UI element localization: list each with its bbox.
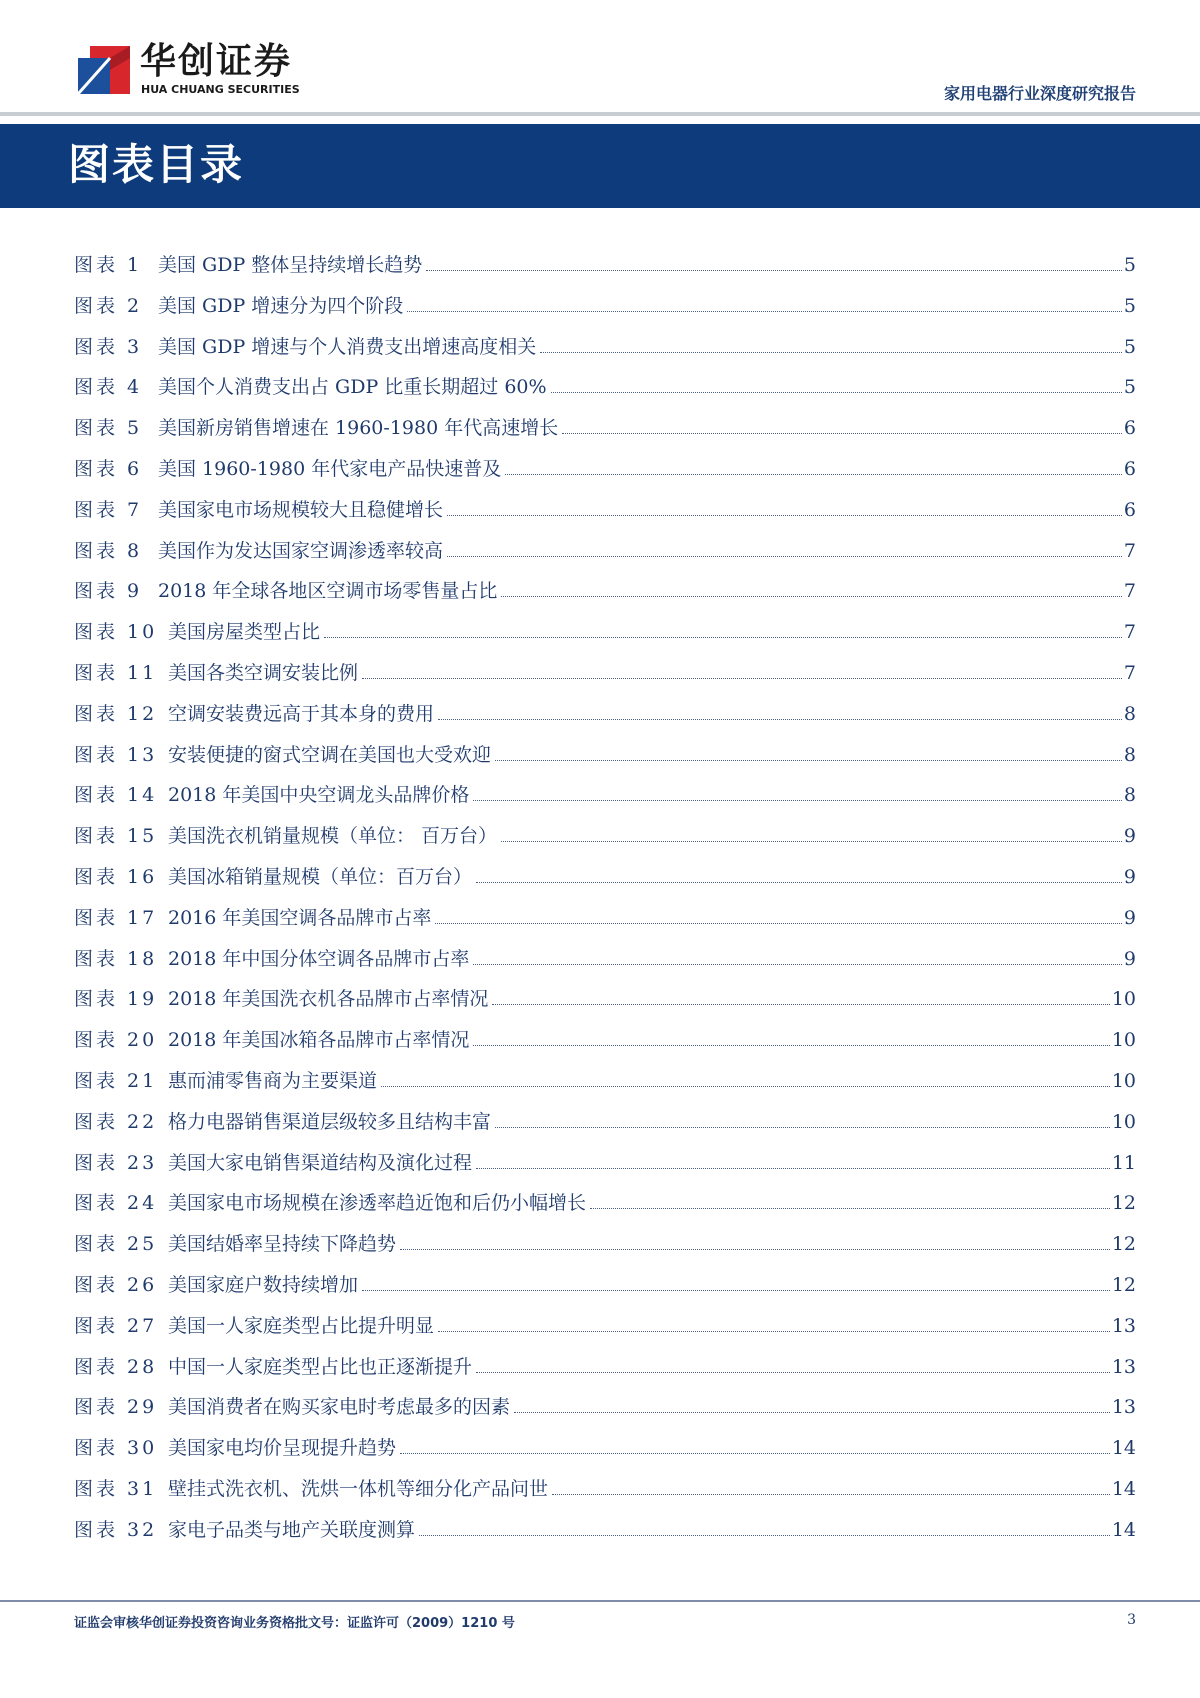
toc-entry-title: 美国 GDP 增速与个人消费支出增速高度相关 xyxy=(158,335,537,358)
header-divider xyxy=(0,112,1200,116)
toc-entry-label: 图表 16 xyxy=(74,865,158,888)
toc-entry-label: 图表 25 xyxy=(74,1233,158,1256)
toc-entry-label: 图表 21 xyxy=(74,1069,158,1092)
toc-entry-title: 美国新房销售增速在 1960-1980 年代高速增长 xyxy=(158,417,559,440)
toc-entry-title: 美国 1960-1980 年代家电产品快速普及 xyxy=(158,457,502,480)
toc-entry-page: 9 xyxy=(1123,906,1136,929)
toc-entry-page: 5 xyxy=(1123,294,1136,317)
toc-entry-page: 13 xyxy=(1111,1396,1136,1419)
toc-entry-page: 7 xyxy=(1123,539,1136,562)
toc-entry-title: 2018 年美国冰箱各品牌市占率情况 xyxy=(168,1029,470,1052)
toc-leader-dots xyxy=(505,474,1122,475)
toc-entry-title: 格力电器销售渠道层级较多且结构丰富 xyxy=(168,1110,492,1133)
toc-entry[interactable] xyxy=(74,1025,1136,1066)
toc-leader-dots xyxy=(476,1372,1110,1373)
toc-entry-title: 中国一人家庭类型占比也正逐渐提升 xyxy=(168,1355,473,1378)
toc-leader-dots xyxy=(551,392,1122,393)
toc-entry-title: 2018 年中国分体空调各品牌市占率 xyxy=(168,947,470,970)
toc-entry[interactable] xyxy=(74,291,1136,332)
toc-entry-label: 图表 19 xyxy=(74,988,158,1011)
toc-entry-page: 14 xyxy=(1111,1477,1136,1500)
toc-entry-title: 美国一人家庭类型占比提升明显 xyxy=(168,1314,435,1337)
toc-entry-page: 5 xyxy=(1123,335,1136,358)
toc-entry-label: 图表 31 xyxy=(74,1477,158,1500)
page-number: 3 xyxy=(1127,1612,1136,1628)
toc-entry[interactable] xyxy=(74,944,1136,985)
toc-entry[interactable] xyxy=(74,862,1136,903)
toc-entry-page: 6 xyxy=(1123,498,1136,521)
toc-entry[interactable] xyxy=(74,1188,1136,1229)
toc-entry-label: 图表 7 xyxy=(74,498,143,521)
brand-name: 华创证券 xyxy=(140,41,293,82)
license-statement: 证监会审核华创证券投资咨询业务资格批文号：证监许可（2009）1210 号 xyxy=(74,1616,515,1631)
toc-entry-page: 12 xyxy=(1111,1233,1136,1256)
toc-entry-label: 图表 6 xyxy=(74,457,143,480)
toc-entry-page: 13 xyxy=(1111,1314,1136,1337)
toc-entry[interactable] xyxy=(74,250,1136,291)
toc-entry-page: 14 xyxy=(1111,1518,1136,1541)
toc-entry[interactable] xyxy=(74,1515,1136,1556)
toc-entry-title: 美国大家电销售渠道结构及演化过程 xyxy=(168,1151,473,1174)
toc-entry-page: 11 xyxy=(1111,1151,1136,1174)
toc-entry-page: 8 xyxy=(1123,743,1136,766)
toc-leader-dots xyxy=(590,1208,1110,1209)
toc-leader-dots xyxy=(381,1086,1110,1087)
toc-entry-page: 6 xyxy=(1123,417,1136,440)
toc-entry-title: 壁挂式洗衣机、洗烘一体机等细分化产品问世 xyxy=(168,1477,549,1500)
toc-entry-page: 12 xyxy=(1111,1273,1136,1296)
toc-entry-title: 2018 年全球各地区空调市场零售量占比 xyxy=(158,580,498,603)
toc-entry-title: 美国家电市场规模较大且稳健增长 xyxy=(158,498,444,521)
toc-entry-label: 图表 3 xyxy=(74,335,143,358)
toc-leader-dots xyxy=(362,1290,1110,1291)
toc-entry-label: 图表 28 xyxy=(74,1355,158,1378)
toc-entry-title: 2018 年美国中央空调龙头品牌价格 xyxy=(168,784,470,807)
toc-entry[interactable] xyxy=(74,1270,1136,1311)
toc-entry[interactable] xyxy=(74,1148,1136,1189)
toc-leader-dots xyxy=(447,556,1122,557)
toc-entry-label: 图表 10 xyxy=(74,621,158,644)
toc-entry-label: 图表 11 xyxy=(74,661,158,684)
toc-entry[interactable] xyxy=(74,984,1136,1025)
toc-entry-label: 图表 32 xyxy=(74,1518,158,1541)
toc-leader-dots xyxy=(476,882,1122,883)
toc-leader-dots xyxy=(540,352,1122,353)
toc-entry-label: 图表 15 xyxy=(74,825,158,848)
toc-entry[interactable] xyxy=(74,1229,1136,1270)
toc-entry-page: 10 xyxy=(1111,1110,1136,1133)
toc-entry-title: 安装便捷的窗式空调在美国也大受欢迎 xyxy=(168,743,492,766)
brand-name-en: HUA CHUANG SECURITIES xyxy=(141,83,300,96)
page-title: 图表目录 xyxy=(68,140,245,189)
toc-entry-title: 美国家电市场规模在渗透率趋近饱和后仍小幅增长 xyxy=(168,1192,587,1215)
toc-entry-page: 14 xyxy=(1111,1437,1136,1460)
hua-chuang-logo-icon xyxy=(76,44,132,96)
toc-entry[interactable] xyxy=(74,617,1136,658)
toc-leader-dots xyxy=(419,1535,1110,1536)
toc-entry-page: 7 xyxy=(1123,621,1136,644)
toc-entry-label: 图表 8 xyxy=(74,539,143,562)
toc-entry-label: 图表 26 xyxy=(74,1273,158,1296)
toc-leader-dots xyxy=(473,800,1122,801)
toc-entry-title: 美国消费者在购买家电时考虑最多的因素 xyxy=(168,1396,511,1419)
toc-entry-page: 9 xyxy=(1123,825,1136,848)
toc-entry[interactable] xyxy=(74,536,1136,577)
toc-entry-title: 美国作为发达国家空调渗透率较高 xyxy=(158,539,444,562)
toc-leader-dots xyxy=(501,841,1122,842)
toc-entry-label: 图表 14 xyxy=(74,784,158,807)
toc-entry-page: 10 xyxy=(1111,1069,1136,1092)
toc-entry-page: 9 xyxy=(1123,947,1136,970)
toc-entry-title: 2016 年美国空调各品牌市占率 xyxy=(168,906,432,929)
toc-leader-dots xyxy=(362,678,1122,679)
footer-divider xyxy=(0,1600,1200,1602)
toc-entry-title: 惠而浦零售商为主要渠道 xyxy=(168,1069,378,1092)
toc-entry-page: 5 xyxy=(1123,376,1136,399)
toc-leader-dots xyxy=(447,515,1122,516)
toc-entry-title: 美国个人消费支出占 GDP 比重长期超过 60% xyxy=(158,376,547,399)
toc-entry[interactable] xyxy=(74,1352,1136,1393)
toc-leader-dots xyxy=(426,270,1122,271)
toc-leader-dots xyxy=(476,1168,1110,1169)
toc-entry-label: 图表 27 xyxy=(74,1314,158,1337)
toc-entry-label: 图表 17 xyxy=(74,906,158,929)
figure-list xyxy=(74,250,1136,1556)
toc-entry[interactable] xyxy=(74,1392,1136,1433)
toc-leader-dots xyxy=(473,964,1122,965)
toc-entry-label: 图表 2 xyxy=(74,294,143,317)
toc-leader-dots xyxy=(495,1127,1110,1128)
toc-leader-dots xyxy=(514,1412,1110,1413)
toc-leader-dots xyxy=(324,637,1122,638)
toc-entry-label: 图表 30 xyxy=(74,1437,158,1460)
toc-entry-page: 9 xyxy=(1123,865,1136,888)
toc-leader-dots xyxy=(562,433,1122,434)
toc-entry-label: 图表 23 xyxy=(74,1151,158,1174)
toc-entry[interactable] xyxy=(74,1066,1136,1107)
page-header xyxy=(0,0,1200,118)
toc-leader-dots xyxy=(407,311,1122,312)
toc-entry[interactable] xyxy=(74,1311,1136,1352)
toc-entry[interactable] xyxy=(74,413,1136,454)
toc-entry-title: 空调安装费远高于其本身的费用 xyxy=(168,702,435,725)
toc-leader-dots xyxy=(438,1331,1110,1332)
toc-entry[interactable] xyxy=(74,1107,1136,1148)
toc-leader-dots xyxy=(438,719,1122,720)
toc-entry-label: 图表 9 xyxy=(74,580,143,603)
section-banner xyxy=(0,124,1200,208)
toc-entry-page: 8 xyxy=(1123,702,1136,725)
toc-entry-title: 美国洗衣机销量规模（单位： 百万台） xyxy=(168,825,498,848)
toc-leader-dots xyxy=(473,1045,1109,1046)
toc-entry-title: 美国 GDP 整体呈持续增长趋势 xyxy=(158,254,423,276)
toc-entry[interactable] xyxy=(74,740,1136,781)
toc-entry-page: 6 xyxy=(1123,457,1136,480)
toc-leader-dots xyxy=(400,1453,1110,1454)
toc-entry-title: 美国房屋类型占比 xyxy=(168,621,321,644)
toc-entry-page: 8 xyxy=(1123,784,1136,807)
toc-entry[interactable] xyxy=(74,372,1136,413)
toc-entry-label: 图表 4 xyxy=(74,376,143,399)
toc-entry-label: 图表 1 xyxy=(74,254,143,276)
toc-entry[interactable] xyxy=(74,699,1136,740)
toc-entry-title: 美国各类空调安装比例 xyxy=(168,661,359,684)
toc-entry-title: 2018 年美国洗衣机各品牌市占率情况 xyxy=(168,988,489,1011)
toc-entry-label: 图表 5 xyxy=(74,417,143,440)
toc-entry-title: 美国冰箱销量规模（单位：百万台） xyxy=(168,865,473,888)
toc-entry-title: 家电子品类与地产关联度测算 xyxy=(168,1518,416,1541)
toc-leader-dots xyxy=(501,596,1122,597)
toc-entry-label: 图表 12 xyxy=(74,702,158,725)
toc-entry-page: 10 xyxy=(1111,988,1136,1011)
toc-entry-title: 美国家电均价呈现提升趋势 xyxy=(168,1437,397,1460)
toc-entry-page: 7 xyxy=(1123,580,1136,603)
toc-entry-label: 图表 13 xyxy=(74,743,158,766)
toc-leader-dots xyxy=(552,1494,1110,1495)
report-type: 家用电器行业深度研究报告 xyxy=(943,84,1136,103)
toc-entry[interactable] xyxy=(74,1433,1136,1474)
toc-leader-dots xyxy=(492,1004,1109,1005)
toc-entry-page: 5 xyxy=(1123,254,1136,276)
toc-entry[interactable] xyxy=(74,780,1136,821)
toc-leader-dots xyxy=(400,1249,1110,1250)
toc-entry[interactable] xyxy=(74,576,1136,617)
toc-entry-label: 图表 24 xyxy=(74,1192,158,1215)
toc-entry-page: 7 xyxy=(1123,661,1136,684)
toc-entry-page: 10 xyxy=(1111,1029,1136,1052)
toc-entry-page: 13 xyxy=(1111,1355,1136,1378)
toc-entry-label: 图表 20 xyxy=(74,1029,158,1052)
toc-entry-label: 图表 18 xyxy=(74,947,158,970)
toc-entry-title: 美国家庭户数持续增加 xyxy=(168,1273,359,1296)
toc-leader-dots xyxy=(495,760,1122,761)
toc-entry-title: 美国结婚率呈持续下降趋势 xyxy=(168,1233,397,1256)
toc-entry[interactable] xyxy=(74,658,1136,699)
toc-entry-page: 12 xyxy=(1111,1192,1136,1215)
toc-entry-label: 图表 22 xyxy=(74,1110,158,1133)
toc-entry-label: 图表 29 xyxy=(74,1396,158,1419)
toc-entry[interactable] xyxy=(74,454,1136,495)
toc-entry[interactable] xyxy=(74,332,1136,373)
toc-entry-title: 美国 GDP 增速分为四个阶段 xyxy=(158,294,404,317)
toc-entry[interactable] xyxy=(74,1474,1136,1515)
toc-entry[interactable] xyxy=(74,821,1136,862)
toc-entry[interactable] xyxy=(74,495,1136,536)
toc-leader-dots xyxy=(435,923,1122,924)
toc-entry[interactable] xyxy=(74,903,1136,944)
